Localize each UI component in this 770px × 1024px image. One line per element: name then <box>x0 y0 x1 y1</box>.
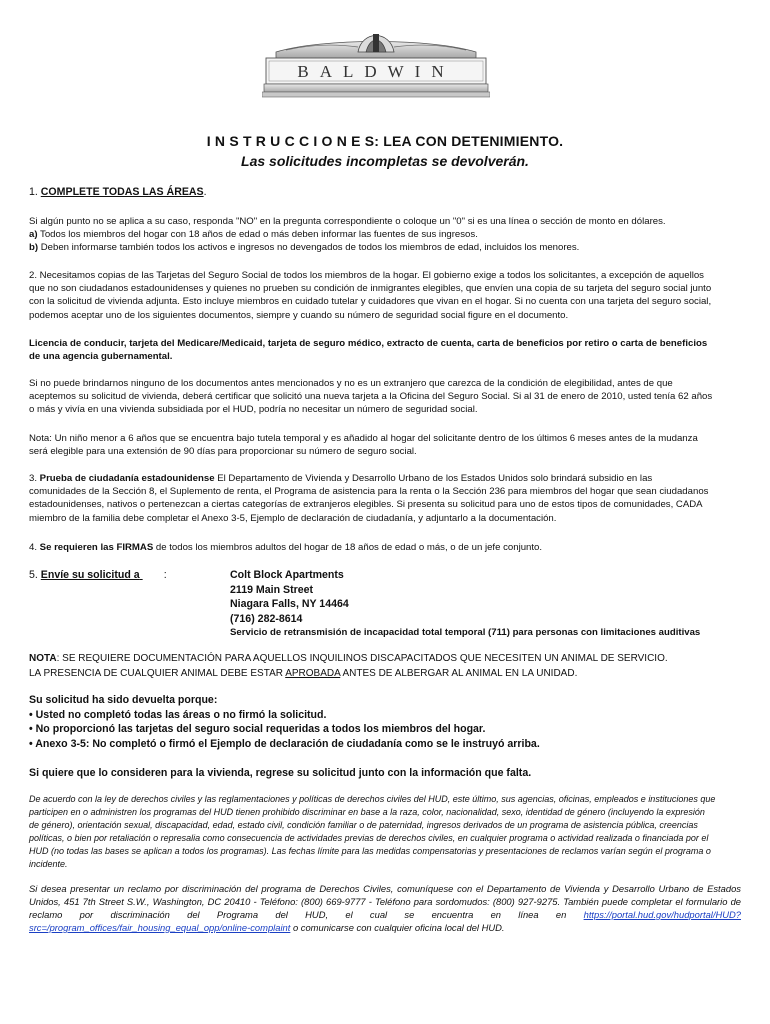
section-1-body <box>29 215 749 255</box>
online-complaint-link[interactable]: https://portal.hud.gov/hudportal/HUD?src=/program_offices/fair_housing_equal_opp/online-complaint <box>29 908 741 933</box>
instructions-subtitle: Las solicitudes incompletas se devolverán. <box>241 153 529 169</box>
paragraph-line: comunidades de la Sección 8, el Suplemento de renta, el Programa de asistencia para la renta o la Sección 236 para miembros del hogar que sean ciudadanos <box>29 486 709 498</box>
logo-text: BALDWIN <box>297 62 455 81</box>
item-text: Deben informarse también todos los activos e ingresos no devengados de todos los miembros de edad, incluidos los menores. <box>38 242 580 254</box>
item-label: b) <box>29 242 39 254</box>
mailing-address <box>230 568 700 641</box>
list-item: • No proporcionó las tarjetas del seguro social requeridas a todos los miembros del hogar. <box>29 723 486 735</box>
no-documents-paragraph <box>29 377 749 417</box>
section-3-title: Prueba de ciudadanía estadounidense <box>39 473 215 484</box>
address-street: 2119 Main Street <box>230 583 314 596</box>
paragraph-line <box>29 472 749 485</box>
paragraph-line: aceptemos su solicitud de vivienda, deberá certificar que solicitó una nueva tarjeta a la Oficina del Seguro Social. Si al 31 de enero de 2010, usted tenía 62 años <box>29 391 713 403</box>
baldwin-logo <box>262 20 490 104</box>
underline-gap <box>140 568 164 583</box>
paragraph-line <box>29 667 749 682</box>
paragraph-line: de una agencia gubernamental. <box>29 351 173 363</box>
item-text: Todos los miembros del hogar con 18 años de edad o más deben informar las fuentes de sus ingresos. <box>37 229 478 241</box>
resubmit-notice: Si quiere que lo consideren para la vivienda, regrese su solicitud junto con la información que falta. <box>29 767 532 779</box>
paragraph-line: miembro de la familia debe completar el Anexo 3-5, Ejemplo de declaración de ciudadanía, y adjuntarlo a la documentación. <box>29 512 557 524</box>
punctuation: : <box>163 569 167 581</box>
paragraph-line: De acuerdo con la ley de derechos civiles y las reglamentaciones y políticas de derechos civiles del HUD, este último, sus agencias, oficinas, empleados e instituciones que <box>29 794 716 804</box>
section-4-title: Se requieren las FIRMAS <box>39 542 154 553</box>
complaint-text: o comunicarse con cualquier oficina local del HUD. <box>290 921 505 933</box>
paragraph-line <box>29 652 749 667</box>
returned-title: Su solicitud ha sido devuelta porque: <box>29 694 218 706</box>
list-item: • Anexo 3-5: No completó o firmó el Ejemplo de declaración de ciudadanía como se le instruyó arriba. <box>29 737 540 750</box>
instructions-title: I N S T R U C C I O N E S: LEA CON DETENIMIENTO. <box>206 133 564 149</box>
paragraph-line: Licencia de conducir, tarjeta del Medicare/Medicaid, tarjeta de seguro médico, extracto de cuenta, carta de beneficios por retiro o carta de beneficios <box>29 338 708 349</box>
section-number: 3. <box>29 473 40 484</box>
paragraph-line: incidente. <box>29 858 68 869</box>
paragraph-line: que no son ciudadanos estadounidenses y quienes no prueben su condición de inmigrantes elegibles, que envíen una copia de su tarjeta del seguro social junto <box>29 283 712 295</box>
paragraph-line: con la solicitud de vivienda adjunta. Esto incluye miembros en cuidado tutelar y cuidadores que vivan en el hogar. Si no cuenta con una tarjeta del seguro social, <box>29 296 712 308</box>
section-5-title: Envíe su solicitud a <box>40 569 140 581</box>
paragraph-line: HUD (no todas las bases se aplican a todos los programas). Las fechas límite para las medidas compensatorias y presentaciones de reclamos varían según el programa o <box>29 845 711 856</box>
section-1-item-b <box>29 241 749 254</box>
note-text: ANTES DE ALBERGAR AL ANIMAL EN LA UNIDAD. <box>340 667 578 679</box>
section-1-item-a <box>29 228 749 241</box>
paragraph-line: Si no puede brindarnos ninguno de los documentos antes mencionados y no es un extranjero que carezca de la condición de elegibilidad, antes de que <box>29 378 673 389</box>
paragraph-line: de género), orientación sexual, discapacidad, edad, estado civil, condición familiar o de paternidad, ingresos derivados de un programa de asistencia pública, creencias <box>29 819 698 830</box>
item-label: a) <box>29 229 38 241</box>
section-number: 1. <box>29 186 41 198</box>
address-phone: (716) 282-8614 <box>230 612 303 625</box>
address-city: Niagara Falls, NY 14464 <box>230 598 349 611</box>
section-1-line: Si algún punto no se aplica a su caso, responda "NO" en la pregunta correspondiente o coloque un "0" si es una línea o sección de monto en dólares. <box>29 216 666 227</box>
child-note-paragraph <box>29 432 749 458</box>
paragraph-line: podemos aceptar uno de los siguientes documentos, siempre y cuando su número de seguridad social figure en el documento. <box>29 309 569 321</box>
punctuation: . <box>203 186 207 198</box>
section-5-heading <box>29 568 167 583</box>
complaint-text: Si desea presentar un reclamo por discriminación del programa de Derechos Civiles, comuníquese con el Departamento de Vivienda y Desarrollo Urbano de Estados Unidos, 451 7th Street S.W., Washington, DC 20410 - Teléfono: (800) 669-9777 - Teléfono para sordomudos: (800) 927-9275. También puede completar el formulario de reclamo por discriminación del Programa del HUD, el cual se encuentra en línea en <box>29 883 741 920</box>
paragraph-line: participen en o administren los programas del HUD tienen prohibido discriminar en base a la raza, color, nacionalidad, sexo, identidad de género (incluyendo la expresión <box>29 806 705 817</box>
complaint-paragraph <box>29 883 741 935</box>
paragraph-line: Nota: Un niño menor a 6 años que se encuentra bajo tutela temporal y es añadido al hogar del solicitante dentro de los últimos 6 meses antes de la mudanza <box>29 433 698 444</box>
paragraph-line: 2. Necesitamos copias de las Tarjetas del Seguro Social de todos los miembros de la hogar. El gobierno exige a todos los solicitantes, a excepción de aquellos <box>29 270 704 281</box>
note-text: : SE REQUIERE DOCUMENTACIÓN PARA AQUELLOS INQUILINOS DISCAPACITADOS QUE NECESITEN UN ANIMAL DE SERVICIO. <box>56 653 668 664</box>
note-label: NOTA <box>29 653 57 664</box>
paragraph-line: políticas, o bien por retaliación o represalia como consecuencia de actividades previas de derechos civiles, en cualquier programa o actividad realizada o financiada por el <box>29 832 709 843</box>
paragraph-line: estadounidenses, nativos o pertenezcan a ciertas categorías de extranjeros elegibles. Si presenta su solicitud para uno de estos tipos de comunidades, CADA <box>29 499 703 511</box>
service-animal-note <box>29 652 749 681</box>
section-3-body <box>29 472 749 525</box>
note-emphasis: APROBADA <box>285 667 341 679</box>
paragraph-line: o más y vivía en una vivienda subsidiada por el HUD, podría no necesitar un número de seguridad social. <box>29 404 478 416</box>
section-2-body <box>29 269 749 322</box>
returned-reasons <box>29 693 749 751</box>
relay-service: Servicio de retransmisión de incapacidad total temporal (711) para personas con limitaciones auditivas <box>230 627 701 639</box>
section-number: 4. <box>29 542 40 553</box>
section-number: 5. <box>29 569 41 581</box>
section-4-body <box>29 541 749 554</box>
address-name: Colt Block Apartments <box>230 569 344 581</box>
section-1-title: COMPLETE TODAS LAS ÁREAS <box>40 186 204 198</box>
civil-rights-statement <box>29 793 749 870</box>
list-item: • Usted no completó todas las áreas o no firmó la solicitud. <box>29 708 327 721</box>
section-1-heading <box>29 185 749 200</box>
note-text: LA PRESENCIA DE CUALQUIER ANIMAL DEBE ESTAR <box>29 667 286 679</box>
accepted-documents <box>29 337 749 363</box>
paragraph-line: será elegible para una extensión de 90 días para proporcionar su número de seguro social. <box>29 446 417 458</box>
section-4-text: de todos los miembros adultos del hogar de 18 años de edad o más, o de un jefe conjunto. <box>153 542 543 553</box>
section-3-text: El Departamento de Vivienda y Desarrollo Urbano de los Estados Unidos solo brindará subsidio en las <box>214 473 653 484</box>
